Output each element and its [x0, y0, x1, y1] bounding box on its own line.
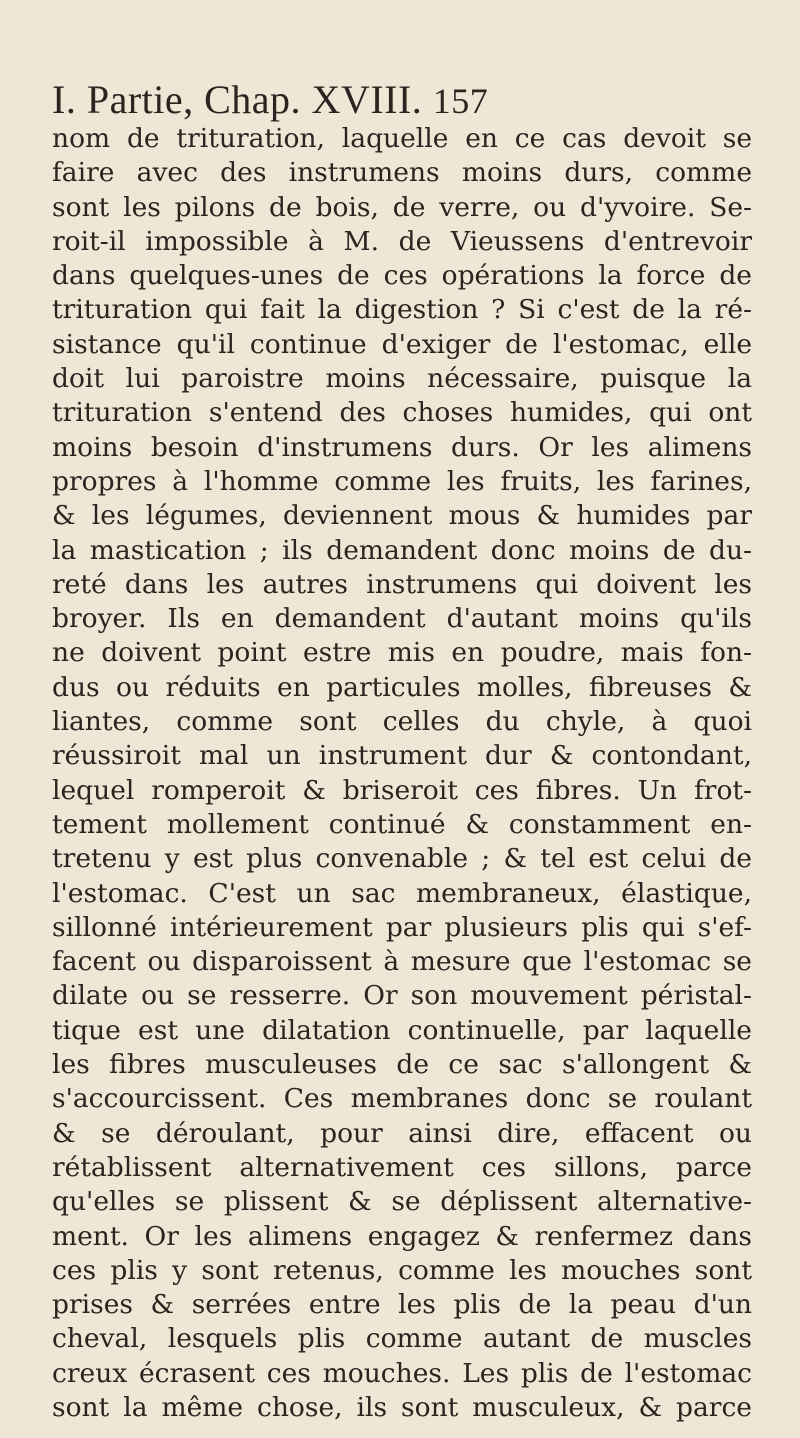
text-line: prises & serrées entre les plis de la peau d'un [52, 1289, 752, 1321]
text-line: roit-il impossible à M. de Vieussens d'entrevoir [52, 225, 752, 257]
running-head [52, 78, 752, 122]
text-line: tique est une dilatation continuelle, par laquelle [52, 1014, 752, 1046]
text-line: sistance qu'il continue d'exiger de l'estomac, elle [52, 328, 752, 360]
text-line: tement mollement continué & constamment en- [52, 808, 752, 840]
text-line: moins besoin d'instrumens durs. Or les alimens [52, 431, 752, 463]
text-line: creux écrasent ces mouches. Les plis de l'estomac [52, 1357, 752, 1389]
text-line: propres à l'homme comme les fruits, les farines, [52, 465, 752, 497]
text-line: trituration s'entend des choses humides, qui ont [52, 397, 752, 429]
text-block [52, 78, 752, 1425]
text-line: sont la même chose, ils sont musculeux, & parce [52, 1391, 752, 1423]
text-line: lequel romperoit & briseroit ces fibres. Un frot- [52, 774, 752, 806]
text-line: nom de trituration, laquelle en ce cas devoit se [52, 123, 752, 154]
body-text [52, 122, 752, 1425]
text-line: facent ou disparoissent à mesure que l'estomac se [52, 946, 752, 978]
text-line: dans quelques-unes de ces opérations la force de [52, 260, 752, 292]
text-line: & se déroulant, pour ainsi dire, effacent ou [52, 1117, 752, 1149]
text-line: tretenu y est plus convenable ; & tel est celui de [52, 843, 752, 875]
text-line: faire avec des instrumens moins durs, comme [52, 157, 752, 189]
text-line: trituration qui fait la digestion ? Si c'est de la ré- [52, 294, 752, 326]
text-line: reté dans les autres instrumens qui doivent les [52, 568, 752, 600]
text-line: doit lui paroistre moins nécessaire, puisque la [52, 363, 752, 395]
text-line: réussiroit mal un instrument dur & contondant, [52, 740, 752, 772]
text-line: les fibres musculeuses de ce sac s'allongent & [52, 1049, 752, 1081]
page-number: 157 [432, 81, 489, 121]
text-line: dus ou réduits en particules molles, fibreuses & [52, 671, 752, 703]
text-line: ces plis y sont retenus, comme les mouches sont [52, 1254, 752, 1286]
text-line: liantes, comme sont celles du chyle, à quoi [52, 706, 752, 738]
text-line: sillonné intérieurement par plusieurs plis qui s'ef- [52, 911, 752, 943]
text-line: dilate ou se resserre. Or son mouvement péristal- [52, 980, 752, 1012]
text-line: qu'elles se plissent & se déplissent alternative- [52, 1186, 752, 1218]
text-line: broyer. Ils en demandent d'autant moins qu'ils [52, 603, 752, 635]
running-head-title: I. Partie, Chap. XVIII. [52, 77, 423, 122]
text-line: la mastication ; ils demandent donc moins de du- [52, 534, 752, 566]
text-line: & les légumes, deviennent mous & humides par [52, 500, 752, 532]
text-line: l'estomac. C'est un sac membraneux, élastique, [52, 877, 752, 909]
text-line: s'accourcissent. Ces membranes donc se roulant [52, 1083, 752, 1115]
text-line: ment. Or les alimens engagez & renfermez dans [52, 1220, 752, 1252]
text-line: cheval, lesquels plis comme autant de muscles [52, 1323, 752, 1355]
text-line: rétablissent alternativement ces sillons, parce [52, 1151, 752, 1183]
text-line: sont les pilons de bois, de verre, ou d'yvoire. Se- [52, 191, 752, 223]
text-line: ne doivent point estre mis en poudre, mais fon- [52, 637, 752, 669]
